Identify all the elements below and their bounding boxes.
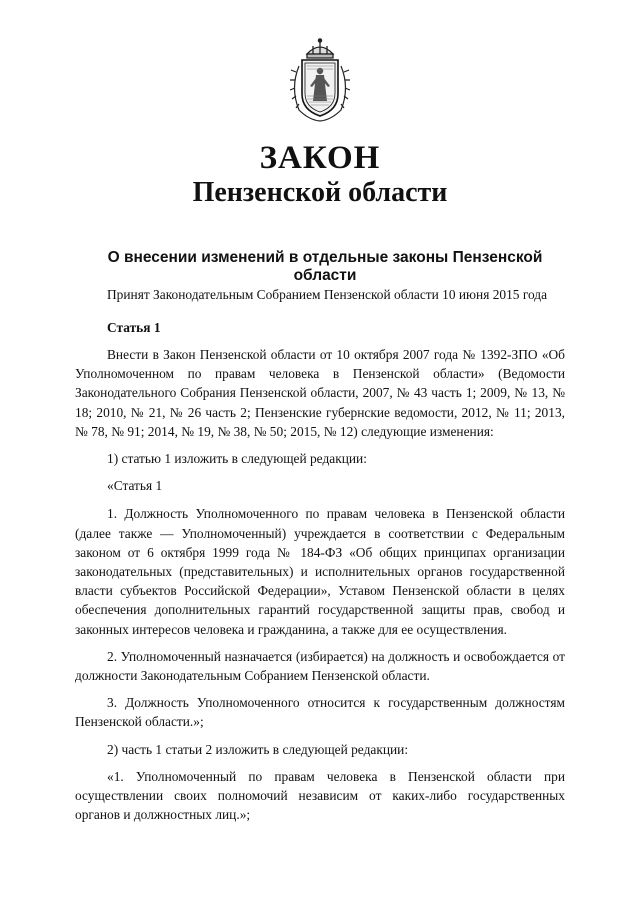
paragraph-part-1: «1. Уполномоченный по правам человека в Пензенской области при осуществлении своих полномочий независим от каких-либо государственных органов и должностных лиц.»;	[75, 768, 565, 823]
paragraph-item-1: 1) статью 1 изложить в следующей редакции:	[107, 451, 367, 467]
law-heading: О внесении изменений в отдельные законы Пензенской области	[107, 249, 543, 284]
paragraph-point-1: 1. Должность Уполномоченного по правам человека в Пензенской области (далее также — Уполномоченный) учреждается в соответствии с Федеральным законом от 6 октября 1999 года № 184-ФЗ «Об общих принципах организации законодательных (представительных) и исполнительных органов государственной власти субъектов Российской Федерации», Уставом Пензенской области в целях обеспечения дополнительных гарантий государственной защиты прав, свобод и законных интересов человека и гражданина, а также для ее осуществления.	[75, 506, 565, 637]
law-title: ЗАКОН	[259, 140, 381, 176]
paragraph-point-3: 3. Должность Уполномоченного относится к государственным должностям Пензенской области.»;	[75, 695, 565, 730]
document-body	[75, 345, 565, 824]
paragraph-intro: Внести в Закон Пензенской области от 10 октября 2007 года № 1392-ЗПО «Об Уполномоченном по правам человека в Пензенской области» (Ведомости Законодательного Собрания Пензенской области, 2007, № 43 часть 1; 2009, № 13, № 18; 2010, № 21, № 26 часть 2; Пензенские губернские ведомости, 2012, № 11; 2013, № 78, № 91; 2014, № 19, № 38, № 50; 2015, № 12) следующие изменения:	[75, 347, 565, 439]
region-subtitle: Пензенской области	[192, 177, 448, 208]
paragraph-quote-article: «Статья 1	[107, 478, 163, 494]
coat-of-arms-icon	[287, 38, 353, 123]
article-title: Статья 1	[107, 320, 161, 335]
paragraph-point-2: 2. Уполномоченный назначается (избирается) на должность и освобождается от должности Законодательным Собранием Пензенской области.	[75, 648, 565, 684]
adoption-line: Принят Законодательным Собранием Пензенской области 10 июня 2015 года	[107, 287, 548, 302]
paragraph-item-2: 2) часть 1 статьи 2 изложить в следующей редакции:	[107, 741, 409, 757]
